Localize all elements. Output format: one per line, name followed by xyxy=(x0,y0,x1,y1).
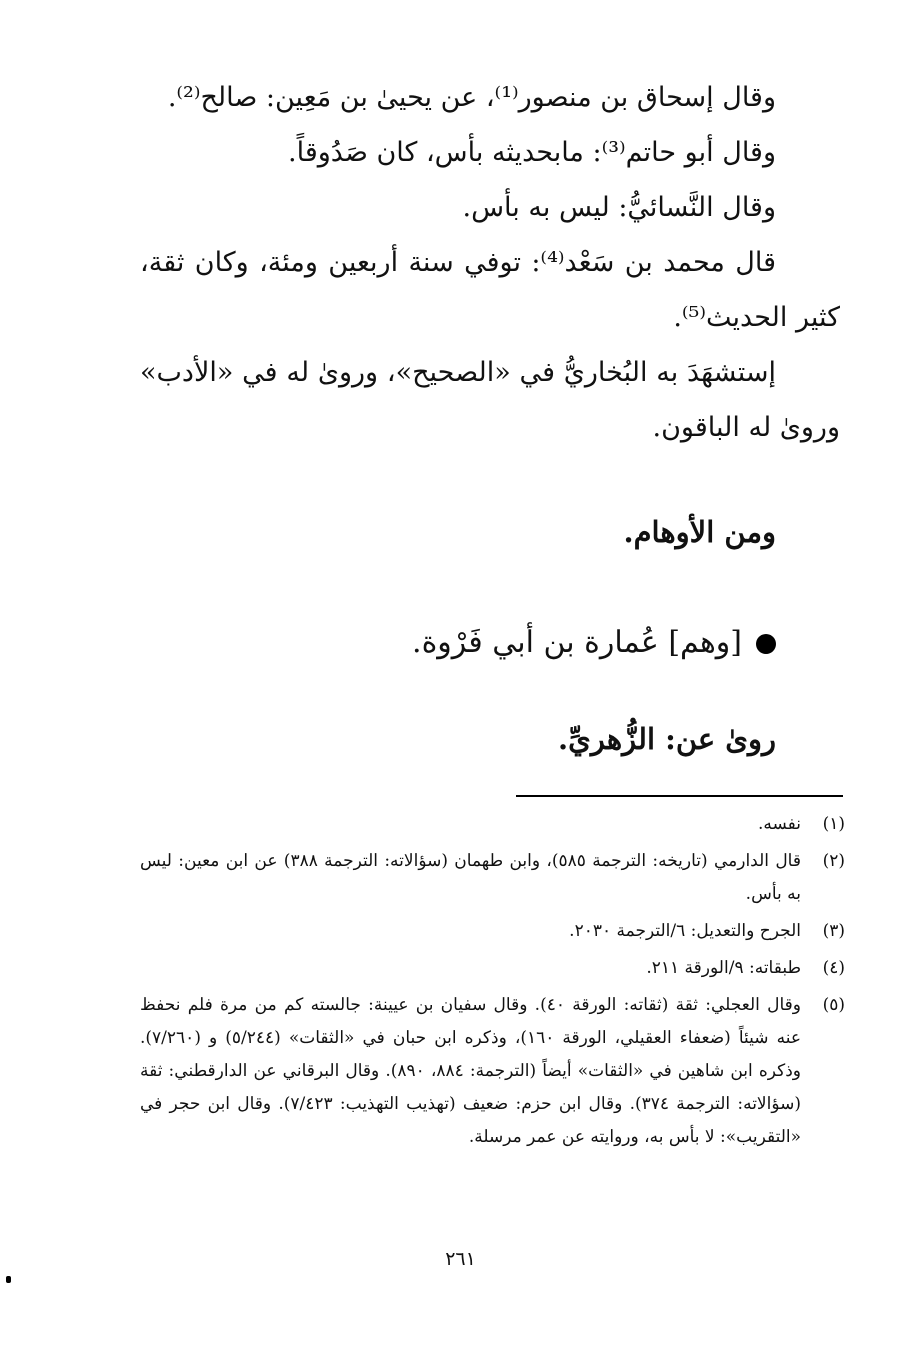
page-number: ٢٦١ xyxy=(445,1248,476,1270)
footnotes xyxy=(140,808,845,1158)
paragraph-bukhari: إستشهَدَ به البُخاريُّ في «الصحيح»، وروىٰ له في «الأدب» وروىٰ له الباقون. xyxy=(140,357,840,443)
footnote-number: (٣) xyxy=(822,921,845,941)
footnote-text: طبقاته: ٩/الورقة ٢١١. xyxy=(646,958,801,978)
section-heading: ومن الأوهام. xyxy=(623,515,776,549)
narration-line: روىٰ عن: الزُّهريِّ. xyxy=(558,722,776,756)
footnote-divider xyxy=(516,795,843,797)
entry-bracket: [وهم] xyxy=(668,625,742,660)
entry-line xyxy=(140,625,776,660)
footnote-text: الجرح والتعديل: ٦/الترجمة ٢٠٣٠. xyxy=(569,921,801,941)
paragraph-nasai: وقال النَّسائيُّ: ليس به بأس. xyxy=(462,192,776,223)
footnote-text: وقال العجلي: ثقة (ثقاته: الورقة ٤٠). وقال سفيان بن عيينة: جالسته كم من مرة فلم نحفظ عنه شيئاً (ضعفاء العقيلي، الورقة ١٦٠)، وذكره ابن حبان في «الثقات» (٥/٢٤٤) و (٧/٢٦٠). وذكره ابن شاهين في «الثقات» أيضاً (الترجمة: ٨٨٤، ٨٩٠). وقال البرقاني عن الدارقطني: ثقة (سؤالاته: الترجمة ٣٧٤). وقال ابن حزم: ضعيف (تهذيب التهذيب: ٧/٤٢٣). وقال ابن حجر في «التقريب»: لا بأس به، وروايته عن عمر مرسلة. xyxy=(140,995,802,1147)
entry-name: عُمارة بن أبي فَرْوة. xyxy=(412,625,659,660)
footnote xyxy=(140,845,845,911)
scan-speck xyxy=(6,1276,11,1283)
footnote xyxy=(140,952,845,985)
main-text xyxy=(140,70,840,455)
footnote-text: قال الدارمي (تاريخه: الترجمة ٥٨٥)، وابن طهمان (سؤالاته: الترجمة ٣٨٨) عن ابن معين: ليس به بأس. xyxy=(140,851,801,904)
footnote xyxy=(140,808,845,841)
bullet-icon xyxy=(756,634,776,654)
footnote xyxy=(140,915,845,948)
paragraph-ibn-saad: قال محمد بن سَعْد⁽⁴⁾: توفي سنة أربعين ومئة، وكان ثقة، كثير الحديث⁽⁵⁾. xyxy=(140,247,840,333)
footnote-number: (١) xyxy=(822,814,845,834)
footnote-number: (٤) xyxy=(822,958,845,978)
paragraph-ishaq: وقال إسحاق بن منصور⁽¹⁾، عن يحيىٰ بن مَعِين: صالح⁽²⁾. xyxy=(167,82,776,113)
footnote-text: نفسه. xyxy=(757,814,801,834)
footnote-number: (٥) xyxy=(822,995,845,1015)
footnote xyxy=(140,989,845,1154)
footnote-number: (٢) xyxy=(822,851,845,871)
paragraph-abu-hatim: وقال أبو حاتم⁽³⁾: مابحديثه بأس، كان صَدُوقاً. xyxy=(288,137,776,168)
